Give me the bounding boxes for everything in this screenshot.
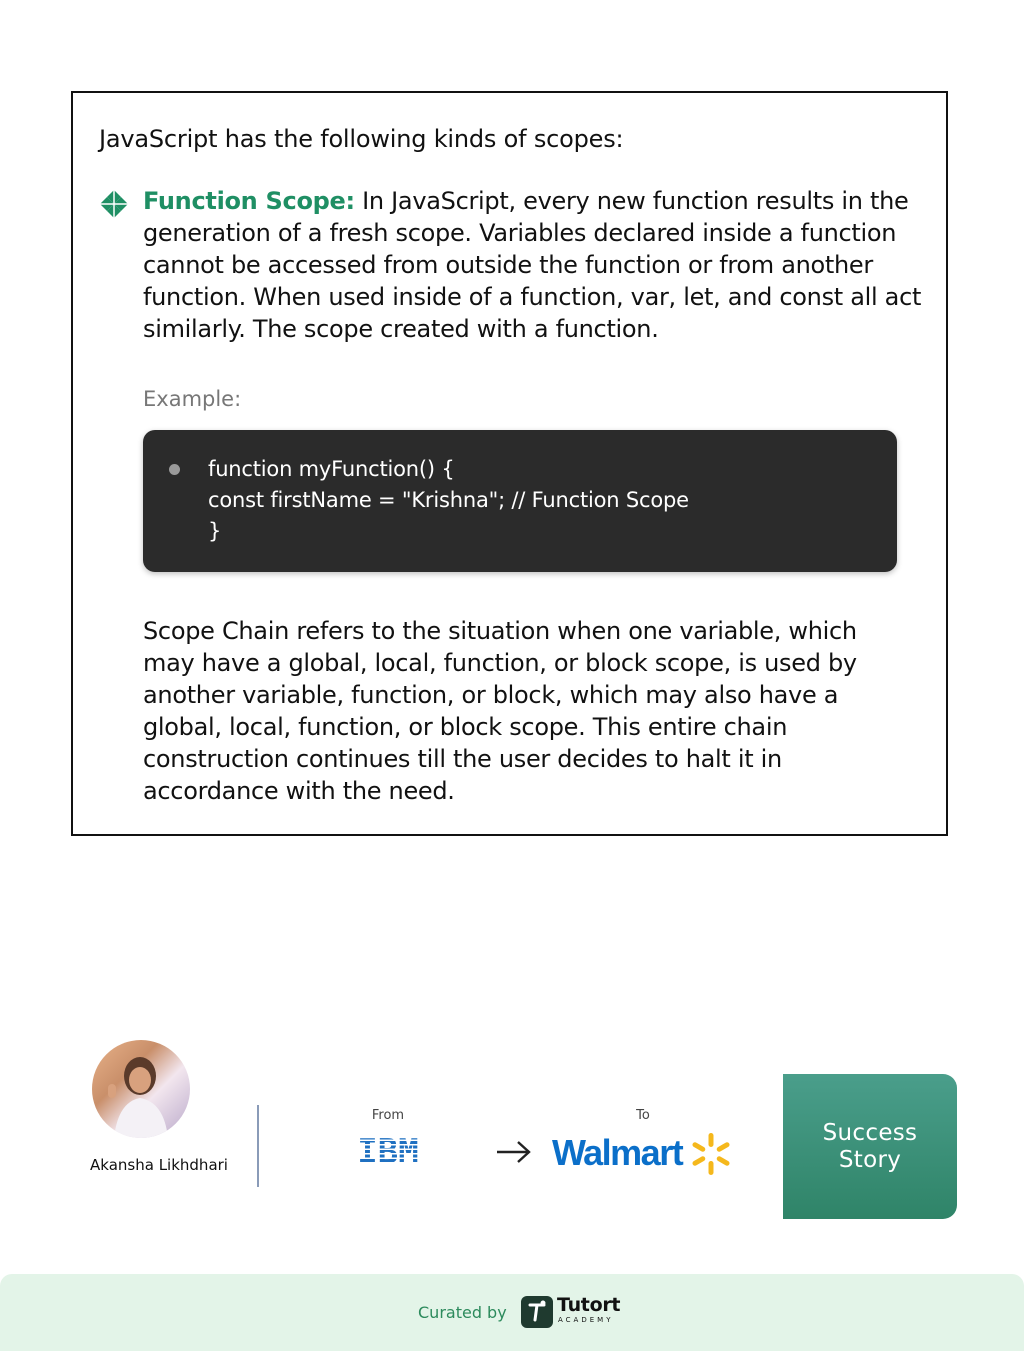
function-scope-heading: Function Scope: [143,187,355,215]
curated-by-label: Curated by [418,1303,507,1322]
person-name: Akansha Likhdhari [90,1156,228,1174]
example-label: Example: [143,387,242,411]
code-block [143,430,897,572]
function-scope-text: In JavaScript, every new function results in the generation of a fresh scope. Variables declared inside a function cannot be accessed from outside the function or from another function. When used inside of a function, var, let, and const all act similarly. The scope created with a function. [143,187,922,343]
content-box [71,91,948,836]
from-label: From [371,1108,405,1123]
success-story-badge [783,1074,957,1219]
code-line: const firstName = "Krishna"; // Function Scope [208,488,689,512]
arrow-right-icon [494,1138,534,1166]
diamond-bullet-icon [99,189,129,219]
intro-text: JavaScript has the following kinds of scopes: [99,125,624,153]
ibm-logo-text: IBM [357,1132,419,1168]
success-story-card [66,1074,957,1219]
tutort-brand-sub: ACADEMY [558,1316,614,1324]
walmart-spark-icon [688,1131,734,1177]
code-lines [208,454,689,547]
scope-chain-paragraph: Scope Chain refers to the situation when one variable, which may have a global, local, function, or block scope, is used by another variable, function, or block, which may also have a global, local, function, or block scope. This entire chain construction continues till the user decides to halt it in accordance with the need. [143,617,857,805]
ibm-logo [348,1132,428,1168]
badge-line-2: Story [838,1146,902,1173]
code-bullet-dot [169,464,180,475]
avatar-photo-icon [92,1040,190,1138]
function-scope-paragraph [143,185,933,345]
tutort-brand-name: Tutort [557,1294,621,1316]
code-line: function myFunction() { [208,457,455,481]
tutort-logo-icon [521,1296,553,1328]
divider [257,1105,259,1187]
badge-line-1: Success [822,1119,918,1146]
footer [0,1274,1024,1351]
to-label: To [636,1108,650,1123]
walmart-logo-text: Walmart [552,1132,683,1173]
avatar [92,1040,190,1138]
code-line: } [208,519,222,543]
